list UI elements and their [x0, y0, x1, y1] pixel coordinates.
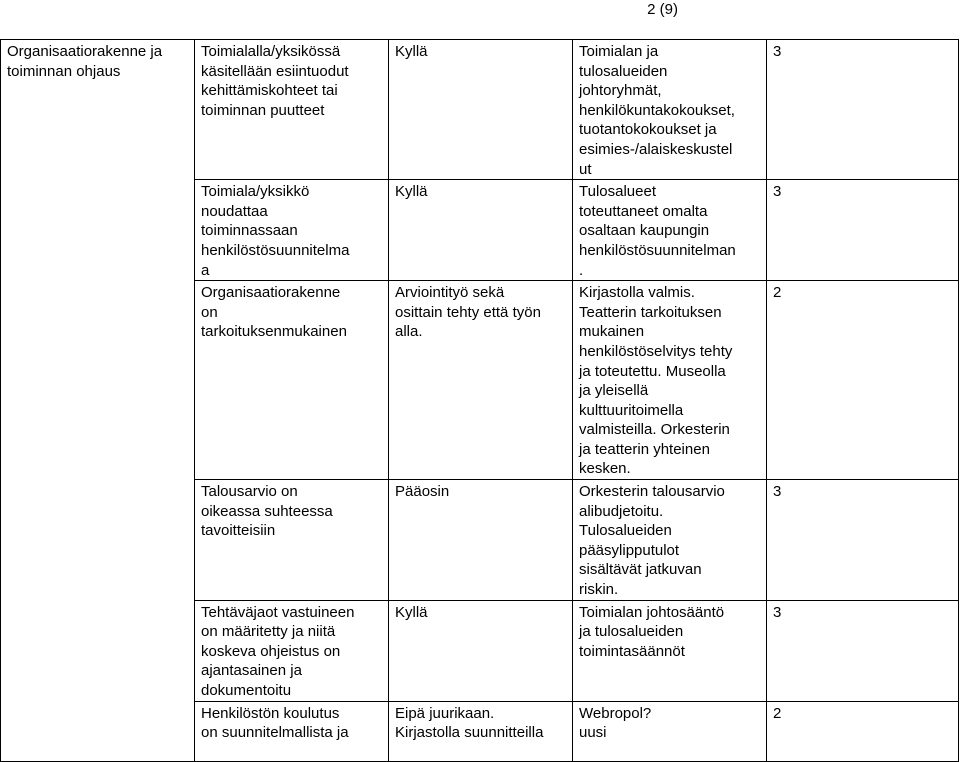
- evidence-cell: [573, 180, 767, 281]
- evidence-text: Orkesterin talousarvio alibudjetoitu. Tulosalueiden pääsylipputulot sisältävät jatkuvan riskin.: [579, 483, 725, 599]
- criterion-cell: [195, 40, 389, 180]
- criterion-cell: [195, 701, 389, 761]
- score-cell: [767, 281, 959, 480]
- status-text: Arviointityö sekä osittain tehty että työn alla.: [395, 284, 541, 341]
- criterion-text: Tehtäväjaot vastuineen on määritetty ja niitä koskeva ohjeistus on ajantasainen ja dokumentoitu: [201, 603, 355, 699]
- evidence-cell: [573, 701, 767, 761]
- score-value: 3: [773, 43, 782, 60]
- status-cell: [389, 40, 573, 180]
- score-cell: [767, 480, 959, 601]
- assessment-table: [0, 39, 959, 762]
- score-value: 3: [773, 183, 782, 201]
- evidence-cell: [573, 480, 767, 601]
- evidence-cell: [573, 40, 767, 180]
- score-cell: [767, 180, 959, 281]
- status-text: Kyllä: [395, 183, 428, 201]
- category-label: Organisaatiorakenne ja toiminnan ohjaus: [7, 43, 163, 80]
- score-value: 2: [773, 704, 782, 722]
- evidence-text: Kirjastolla valmis. Teatterin tarkoituksen mukainen henkilöstöselvitys tehty ja toteutettu. Museolla ja yleisellä kulttuuritoimella valmisteilla. Orkesterin ja teatterin yhteinen kesken.: [579, 284, 733, 478]
- evidence-text: Webropol? uusi: [579, 704, 652, 742]
- score-cell: [767, 600, 959, 701]
- criterion-cell: [195, 281, 389, 480]
- evidence-text: Tulosalueet toteuttaneet omalta osaltaan kaupungin henkilöstösuunnitelman .: [579, 183, 736, 279]
- criterion-cell: [195, 600, 389, 701]
- status-cell: [389, 180, 573, 281]
- evidence-text: Toimialan johtosääntö ja tulosalueiden toimintasäännöt: [579, 603, 725, 660]
- criterion-text: Henkilöstön koulutus on suunnitelmallista ja: [201, 704, 349, 742]
- criterion-cell: [195, 480, 389, 601]
- score-value: 2: [773, 284, 782, 302]
- status-text: Eipä juurikaan. Kirjastolla suunnitteilla: [395, 704, 544, 742]
- status-text: Kyllä: [395, 603, 428, 621]
- category-cell: [1, 40, 195, 762]
- evidence-text: Toimialan ja tulosalueiden johtoryhmät, henkilökuntakokoukset, tuotantokokoukset ja esimies-/alaiskeskustel ut: [579, 43, 735, 178]
- score-cell: [767, 40, 959, 180]
- criterion-text: Toimiala/yksikkö noudattaa toiminnassaan henkilöstösuunnitelma a: [201, 183, 350, 279]
- score-value: 3: [773, 483, 782, 501]
- status-cell: [389, 701, 573, 761]
- status-text: Kyllä: [395, 43, 428, 60]
- status-text: Pääosin: [395, 483, 450, 501]
- criterion-text: Talousarvio on oikeassa suhteessa tavoitteisiin: [201, 483, 333, 540]
- evidence-cell: [573, 600, 767, 701]
- status-cell: [389, 600, 573, 701]
- page-number: 2 (9): [647, 1, 678, 18]
- status-cell: [389, 480, 573, 601]
- score-cell: [767, 701, 959, 761]
- table-row: [1, 40, 959, 180]
- criterion-text: Organisaatiorakenne on tarkoituksenmukainen: [201, 284, 347, 341]
- score-value: 3: [773, 603, 782, 621]
- criterion-text: Toimialalla/yksikössä käsitellään esiintuodut kehittämiskohteet tai toiminnan puutteet: [201, 43, 349, 119]
- status-cell: [389, 281, 573, 480]
- evidence-cell: [573, 281, 767, 480]
- criterion-cell: [195, 180, 389, 281]
